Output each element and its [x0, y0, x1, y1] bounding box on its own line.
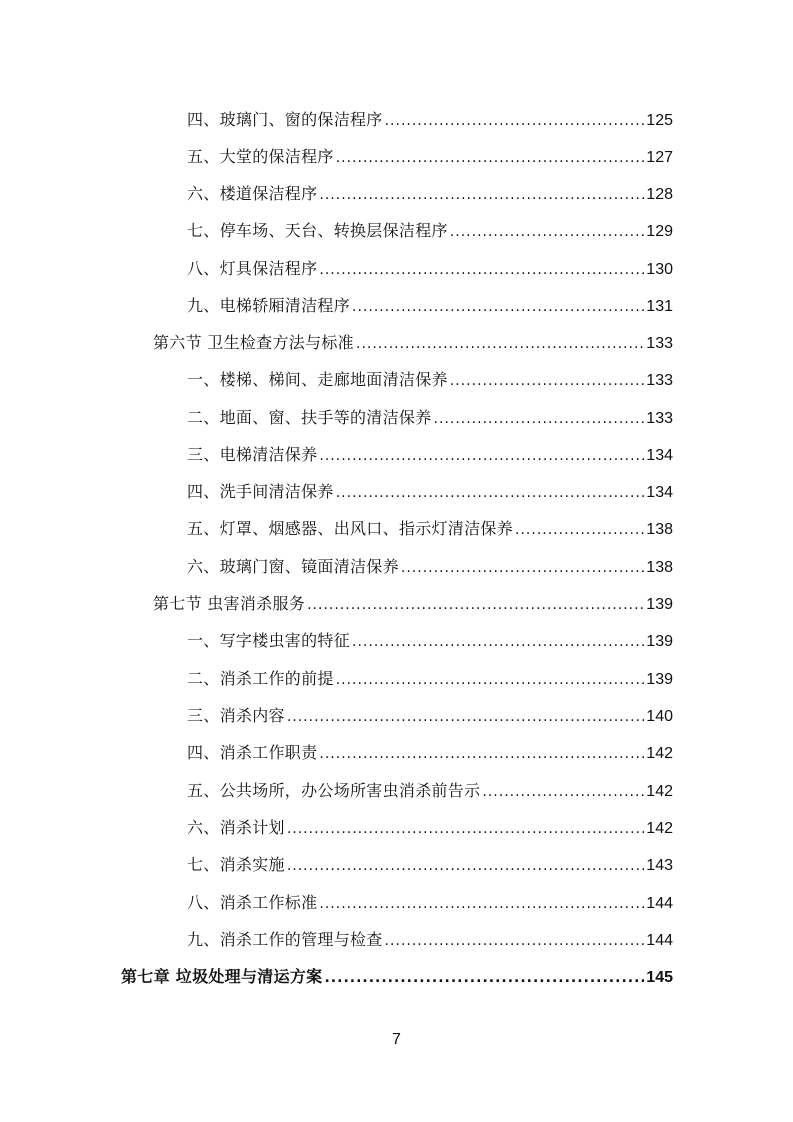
dot-leader — [401, 556, 644, 580]
toc-entry[interactable] — [187, 741, 673, 765]
toc-entry[interactable] — [187, 928, 673, 952]
toc-entry[interactable] — [187, 368, 673, 392]
toc-entry-page: 145 — [646, 969, 673, 986]
dot-leader — [385, 109, 645, 133]
toc-entry-label: 九、电梯轿厢清洁程序 — [187, 296, 351, 315]
toc-entry-label: 九、消杀工作的管理与检查 — [187, 930, 383, 949]
toc-entry[interactable] — [187, 816, 673, 840]
toc-entry[interactable] — [187, 704, 673, 728]
page-number: 7 — [392, 1031, 401, 1048]
toc-entry-label: 四、玻璃门、窗的保洁程序 — [187, 110, 383, 129]
dot-leader — [287, 817, 644, 841]
dot-leader — [434, 407, 645, 431]
toc-entry-label: 三、消杀内容 — [187, 706, 285, 725]
dot-leader — [385, 929, 645, 953]
toc-entry[interactable] — [187, 779, 673, 803]
toc-entry-label: 五、灯罩、烟感器、出风口、指示灯清洁保养 — [187, 519, 514, 538]
toc-entry-label: 一、写字楼虫害的特征 — [187, 631, 351, 650]
toc-entry[interactable] — [187, 182, 673, 206]
toc-section-entry[interactable] — [153, 331, 673, 355]
dot-leader — [336, 481, 645, 505]
toc-entry[interactable] — [187, 629, 673, 653]
dot-leader — [356, 332, 644, 356]
dot-leader — [352, 630, 644, 654]
toc-entry-page: 131 — [646, 298, 673, 315]
toc-entry[interactable] — [187, 891, 673, 915]
toc-entry-page: 134 — [646, 484, 673, 501]
toc-entry-page: 128 — [646, 186, 673, 203]
toc-entry[interactable] — [187, 853, 673, 877]
dot-leader — [324, 966, 644, 990]
toc-entry-label: 第六节 卫生检查方法与标准 — [153, 333, 354, 352]
dot-leader — [450, 369, 644, 393]
dot-leader — [336, 668, 645, 692]
toc-entry-page: 129 — [646, 223, 673, 240]
dot-leader — [319, 742, 644, 766]
toc-entry-label: 第七章 垃圾处理与清运方案 — [121, 967, 323, 986]
toc-entry[interactable] — [187, 443, 673, 467]
toc-entry-page: 138 — [646, 521, 673, 538]
toc-entry[interactable] — [187, 517, 673, 541]
toc-entry-page: 139 — [646, 671, 673, 688]
dot-leader — [515, 518, 644, 542]
toc-entry[interactable] — [187, 480, 673, 504]
toc-entry-label: 四、洗手间清洁保养 — [187, 482, 334, 501]
toc-entry-page: 133 — [646, 410, 673, 427]
dot-leader — [482, 780, 644, 804]
toc-entry-label: 三、电梯清洁保养 — [187, 445, 318, 464]
dot-leader — [450, 220, 644, 244]
toc-entry-label: 五、公共场所，办公场所害虫消杀前告示 — [187, 781, 481, 800]
toc-entry[interactable] — [187, 555, 673, 579]
toc-entry-label: 六、楼道保洁程序 — [187, 184, 318, 203]
toc-entry-page: 133 — [646, 372, 673, 389]
toc-entry-label: 六、玻璃门窗、镜面清洁保养 — [187, 557, 399, 576]
dot-leader — [352, 295, 644, 319]
toc-chapter-entry[interactable] — [121, 965, 673, 989]
toc-entry[interactable] — [187, 108, 673, 132]
toc-entry-label: 八、灯具保洁程序 — [187, 259, 318, 278]
toc-section-entry[interactable] — [153, 592, 673, 616]
toc-entry-label: 六、消杀计划 — [187, 818, 285, 837]
toc-entry[interactable] — [187, 294, 673, 318]
toc-entry-page: 133 — [646, 335, 673, 352]
dot-leader — [287, 705, 644, 729]
toc-entry-label: 七、停车场、天台、转换层保洁程序 — [187, 221, 448, 240]
dot-leader — [319, 444, 644, 468]
toc-entry-page: 144 — [646, 932, 673, 949]
toc-entry-page: 142 — [646, 783, 673, 800]
toc-entry-label: 七、消杀实施 — [187, 855, 285, 874]
dot-leader — [307, 593, 644, 617]
toc-entry-page: 144 — [646, 895, 673, 912]
toc-entry-label: 一、楼梯、梯间、走廊地面清洁保养 — [187, 370, 448, 389]
toc-entry-label: 第七节 虫害消杀服务 — [153, 594, 306, 613]
toc-entry[interactable] — [187, 257, 673, 281]
toc-entry[interactable] — [187, 145, 673, 169]
toc-entry-page: 134 — [646, 447, 673, 464]
toc-entry-page: 142 — [646, 820, 673, 837]
toc-entry-page: 139 — [646, 633, 673, 650]
toc-entry-page: 127 — [646, 149, 673, 166]
toc-entry[interactable] — [187, 667, 673, 691]
toc-entry-label: 八、消杀工作标准 — [187, 893, 318, 912]
toc-entry-page: 140 — [646, 708, 673, 725]
toc-entry-label: 五、大堂的保洁程序 — [187, 147, 334, 166]
dot-leader — [336, 146, 645, 170]
toc-entry-page: 130 — [646, 261, 673, 278]
toc-entry-page: 142 — [646, 745, 673, 762]
toc-entry-label: 四、消杀工作职责 — [187, 743, 318, 762]
toc-entry-page: 138 — [646, 559, 673, 576]
dot-leader — [319, 892, 644, 916]
dot-leader — [287, 854, 644, 878]
dot-leader — [319, 183, 644, 207]
dot-leader — [319, 258, 644, 282]
toc-entry-page: 139 — [646, 596, 673, 613]
toc-entry-page: 143 — [646, 857, 673, 874]
toc-entry-label: 二、消杀工作的前提 — [187, 669, 334, 688]
toc-entry[interactable] — [187, 406, 673, 430]
toc-entry-label: 二、地面、窗、扶手等的清洁保养 — [187, 408, 432, 427]
toc-entry-page: 125 — [646, 112, 673, 129]
toc-entry[interactable] — [187, 219, 673, 243]
